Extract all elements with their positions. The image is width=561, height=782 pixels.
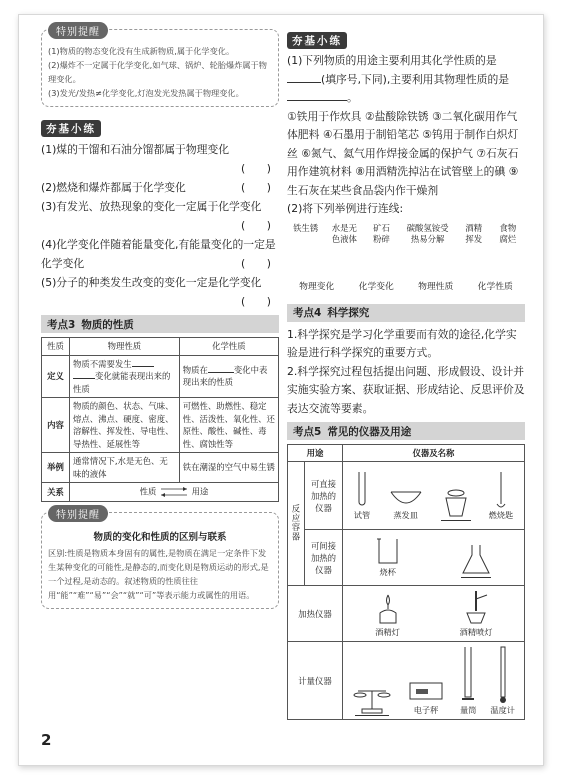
thermometer-icon: 温度计 (490, 645, 515, 716)
practice-section (41, 117, 279, 311)
tip-line: (3)发光/发热≠化学变化,灯泡发光发热属于物理变化。 (48, 88, 244, 98)
graduated-cylinder-icon: 量筒 (460, 645, 476, 716)
special-tip-box-2 (41, 512, 279, 609)
table-row: 举例 通常情况下,水是无色、无味的液体 铁在潮湿的空气中易生锈 (42, 453, 279, 483)
tip-text: 区别:性质是物质本身固有的属性,是物质在满足一定条件下发生某种变化的可能性,是静态的,而变化则是物质运动的形式,是一个过程,是动态的。叙述物质的性质往往用“能”“难”“易”“会”“就”“可”等表示能力或属性的用语。 (48, 548, 269, 600)
balance-scale-icon (352, 681, 392, 716)
table-row: 计量仪器 电子秤 量筒 温度计 (288, 642, 525, 720)
beaker-icon: 烧杯 (375, 537, 401, 578)
instrument-table: 用途 仪器及名称 反应容器 可直接加热的仪器 试管 蒸发皿 燃烧匙 可间接加热的仪器 烧杯 加热仪器 酒精灯 酒精喷灯 计量仪器 电子秤 量筒 温度计 (287, 444, 525, 720)
section-header-kd3: 考点3 物质的性质 (41, 315, 279, 333)
question-2: (2)将下列举例进行连线: (287, 202, 404, 215)
table-row: 反应容器 可直接加热的仪器 试管 蒸发皿 燃烧匙 (288, 462, 525, 530)
page-number: 2 (41, 731, 52, 749)
kd4-point: 1.科学探究是学习化学重要而有效的途径,化学实验是进行科学探究的重要方式。 (287, 327, 517, 359)
question-block: (1)下列物质的用途主要利用其化学性质的是(填序号,下同),主要利用其物理性质的是。 (287, 54, 510, 104)
evaporating-dish-icon: 蒸发皿 (388, 486, 424, 521)
table-row: 可间接加热的仪器 烧杯 (288, 530, 525, 586)
table-row: 关系 性质 用途 (42, 483, 279, 502)
relation-arrows-icon (159, 485, 189, 499)
tip-tag: 特别提醒 (48, 22, 108, 39)
question-item: (5)分子的种类发生改变的变化一定是化学变化 ( ) (41, 276, 272, 308)
question-item: (3)有发光、放热现象的变化一定属于化学变化 ( ) (41, 200, 272, 232)
left-column (41, 29, 279, 609)
conical-flask-icon (460, 543, 492, 578)
electronic-scale-icon: 电子秤 (406, 677, 446, 716)
match-examples: 铁生锈 水是无色液体 矿石粉碎 碳酸氢铵受热易分解 酒精挥发 食物腐烂 (293, 222, 517, 244)
table-row: 加热仪器 酒精灯 酒精喷灯 (288, 586, 525, 642)
question-item: (2)燃烧和爆炸都属于化学变化 ( ) (41, 181, 272, 194)
textbook-page (18, 14, 544, 766)
alcohol-lamp-icon: 酒精灯 (375, 593, 401, 638)
section-header-kd4: 考点4 科学探究 (287, 304, 525, 322)
practice-badge: 夯基小练 (287, 32, 347, 49)
tip-line: (1)物质的物态变化没有生成新物质,属于化学变化。 (48, 46, 235, 56)
question-options: ①铁用于作炊具 ②盐酸除铁锈 ③二氧化碳用作气体肥料 ④石墨用于制铅笔芯 ⑤钨用于制作白炽灯丝 ⑥氮气、氦气用作焊接金属的保护气 ⑦石灰石用作建筑材料 ⑧用酒精洗掉沾在试管壁上的碘 ⑨生石灰在某些食品袋内作干燥剂 (287, 109, 519, 197)
crucible-icon (441, 488, 471, 521)
match-targets: 物理变化 化学变化 物理性质 化学性质 (299, 281, 513, 292)
blast-burner-icon: 酒精喷灯 (460, 589, 493, 638)
question-item: (1)煤的干馏和石油分馏都属于物理变化 ( ) (41, 143, 272, 175)
practice-badge: 夯基小练 (41, 120, 101, 137)
section-header-kd5: 考点5 常见的仪器及用途 (287, 422, 525, 440)
tip-tag: 特别提醒 (48, 505, 108, 522)
property-table: 性质 物理性质 化学性质 定义 物质不需要发生 变化就能表现出来的性质 物质在 变化中表现出来的性质 内容 物质的颜色、状态、气味、熔点、沸点、硬度、密度、溶解性、挥发性、导电性、导热性、延展性等 可燃性、助燃性、稳定性、活泼性、氧化性、还原性、酸性、碱性、毒性、腐蚀性等 举例 通常情况下,水是无色、无味的液体 铁在潮湿的空气中易生锈 关系 性质 用途 (41, 337, 279, 502)
table-row: 定义 物质不需要发生 变化就能表现出来的性质 物质在 变化中表现出来的性质 (42, 355, 279, 398)
right-column (287, 29, 525, 720)
question-item: (4)化学变化伴随着能量变化,有能量变化的一定是化学变化 ( ) (41, 238, 276, 270)
kd4-point: 2.科学探究过程包括提出问题、形成假设、设计并实施实验方案、获取证据、形成结论、反思评价及表达交流等要素。 (287, 364, 525, 415)
combustion-spoon-icon: 燃烧匙 (489, 470, 514, 521)
tip-heading: 物质的变化和性质的区别与联系 (93, 532, 227, 543)
special-tip-box (41, 29, 279, 107)
tip-line: (2)爆炸不一定属于化学变化,如气球、锅炉、轮胎爆炸属于物理变化。 (48, 60, 267, 84)
test-tube-icon: 试管 (354, 470, 370, 521)
table-row: 内容 物质的颜色、状态、气味、熔点、沸点、硬度、密度、溶解性、挥发性、导电性、导热性、延展性等 可燃性、助燃性、稳定性、活泼性、氧化性、还原性、酸性、碱性、毒性、腐蚀性等 (42, 398, 279, 453)
